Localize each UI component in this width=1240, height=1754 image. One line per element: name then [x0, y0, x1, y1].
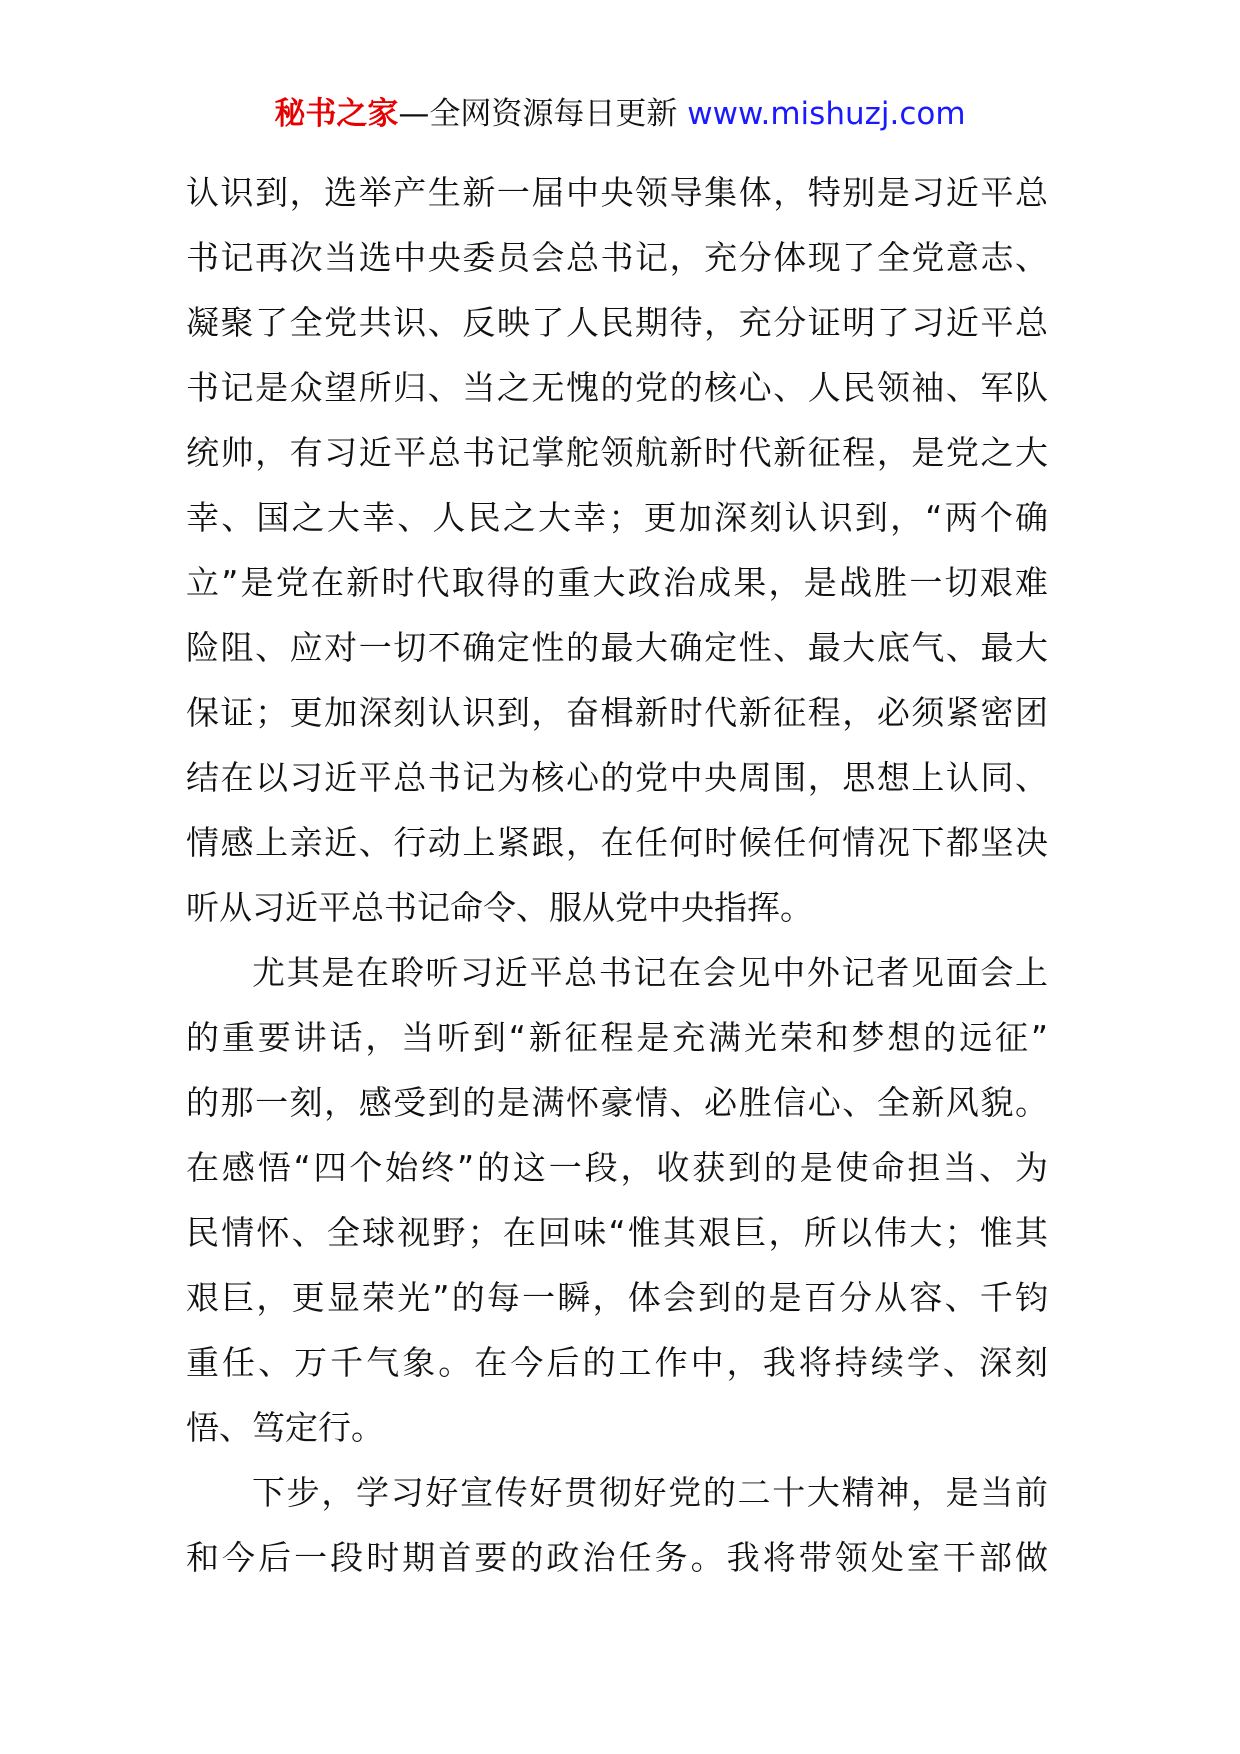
text-line: 统帅，有习近平总书记掌舵领航新时代新征程，是党之大 — [186, 433, 1048, 472]
document-body — [186, 160, 1048, 1590]
text-line: 书记再次当选中央委员会总书记，充分体现了全党意志、 — [186, 238, 1048, 277]
text-line-indented: 下步，学习好宣传好贯彻好党的二十大精神，是当前 — [252, 1473, 1048, 1512]
text-line: 悟、笃定行。 — [186, 1408, 384, 1447]
text-line: 凝聚了全党共识、反映了人民期待，充分证明了习近平总 — [186, 303, 1048, 342]
text-line: 立”是党在新时代取得的重大政治成果，是战胜一切艰难 — [186, 563, 1048, 602]
site-url-link[interactable]: www.mishuzj.com — [687, 96, 966, 132]
text-line: 的那一刻，感受到的是满怀豪情、必胜信心、全新风貌。 — [186, 1083, 1048, 1122]
text-line: 书记是众望所归、当之无愧的党的核心、人民领袖、军队 — [186, 368, 1048, 407]
text-line: 结在以习近平总书记为核心的党中央周围，思想上认同、 — [186, 758, 1048, 797]
text-line: 听从习近平总书记命令、服从党中央指挥。 — [186, 888, 813, 927]
text-line-indented: 尤其是在聆听习近平总书记在会见中外记者见面会上 — [252, 953, 1048, 992]
text-line: 的重要讲话，当听到“新征程是充满光荣和梦想的远征” — [186, 1018, 1048, 1057]
text-line: 重任、万千气象。在今后的工作中，我将持续学、深刻 — [186, 1343, 1048, 1382]
text-line: 和今后一段时期首要的政治任务。我将带领处室干部做 — [186, 1538, 1048, 1577]
text-line: 幸、国之大幸、人民之大幸；更加深刻认识到，“两个确 — [186, 498, 1048, 537]
text-line: 险阻、应对一切不确定性的最大确定性、最大底气、最大 — [186, 628, 1048, 667]
header-tagline: —全网资源每日更新 — [398, 96, 688, 132]
text-line: 民情怀、全球视野；在回味“惟其艰巨，所以伟大；惟其 — [186, 1213, 1048, 1252]
text-line: 在感悟“四个始终”的这一段，收获到的是使命担当、为 — [186, 1148, 1048, 1187]
text-line: 认识到，选举产生新一届中央领导集体，特别是习近平总 — [186, 173, 1048, 212]
text-line: 情感上亲近、行动上紧跟，在任何时候任何情况下都坚决 — [186, 823, 1048, 862]
text-line: 艰巨，更显荣光”的每一瞬，体会到的是百分从容、千钧 — [186, 1278, 1048, 1317]
site-header — [0, 94, 1240, 134]
text-line: 保证；更加深刻认识到，奋楫新时代新征程，必须紧密团 — [186, 693, 1048, 732]
brand-name: 秘书之家 — [274, 96, 399, 132]
